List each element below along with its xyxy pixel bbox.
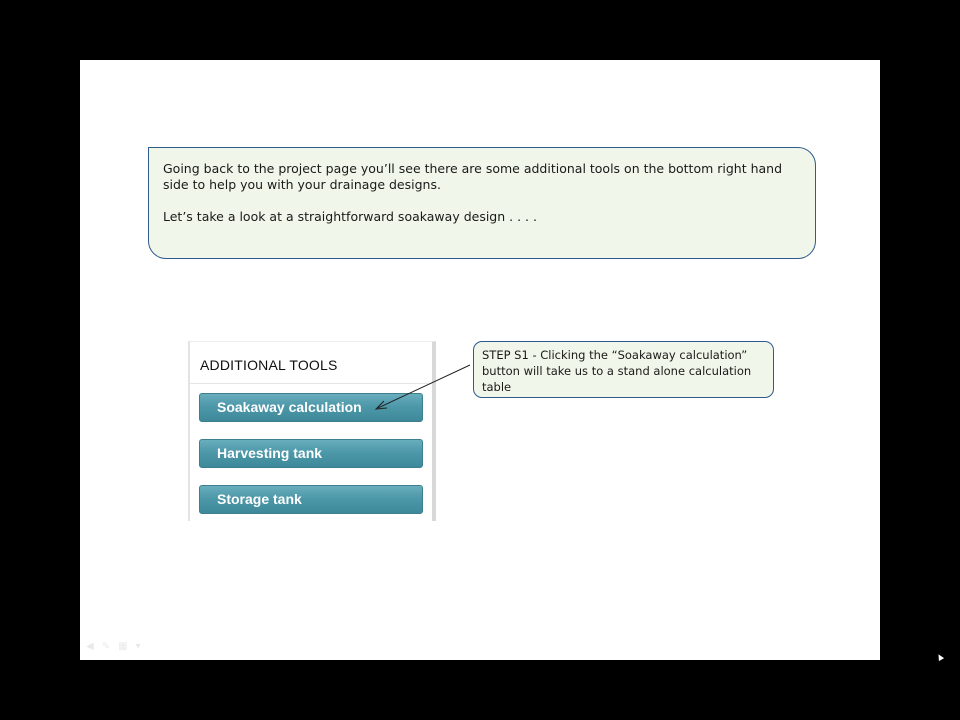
intro-text-line-1: Going back to the project page you’ll see there are some additional tools on the bottom right hand side to help you with your drainage designs. <box>163 161 783 192</box>
slide <box>80 60 880 660</box>
mouse-pointer-icon <box>936 653 944 661</box>
harvesting-tank-button[interactable]: Harvesting tank <box>199 439 423 468</box>
intro-text-line-2: Let’s take a look at a straightforward soakaway design . . . . <box>163 209 537 224</box>
storage-tank-button[interactable]: Storage tank <box>199 485 423 514</box>
intro-textbox <box>148 147 816 259</box>
slide-navigation-controls[interactable] <box>86 641 141 652</box>
soakaway-calculation-button[interactable]: Soakaway calculation <box>199 393 423 422</box>
additional-tools-title: ADDITIONAL TOOLS <box>190 342 432 384</box>
step-s1-callout <box>473 341 774 398</box>
arrow-left-icon[interactable]: ◀ <box>86 641 94 652</box>
menu-icon[interactable]: ▾ <box>135 641 141 652</box>
slides-icon[interactable]: ▦ <box>118 641 128 652</box>
additional-tools-panel <box>188 341 436 521</box>
pen-icon[interactable]: ✎ <box>101 641 111 652</box>
step-s1-callout-text: STEP S1 - Clicking the “Soakaway calculation” button will take us to a stand alone calculation table <box>482 348 752 394</box>
